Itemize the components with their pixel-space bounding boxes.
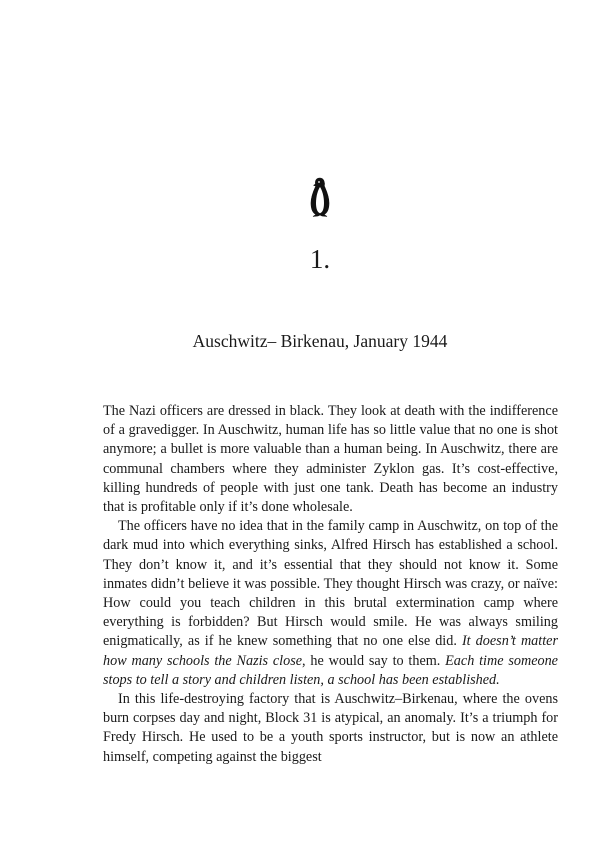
penguin-icon [306, 176, 334, 218]
chapter-body [103, 402, 558, 767]
paragraph-2-text-a: The officers have no idea that in the family camp in Auschwitz, on top of the dark mud into which everything sinks, Alfred Hirsch has established a school. They don’t know it, and it’s essential that they should not know it. Some inmates didn’t believe it was possible. They thought Hirsch was crazy, or naïve: How could you teach children in this brutal extermination camp where everything is forbidden? But Hirsch would smile. He was always smiling enigmatically, as if he knew something that no one else did. [103, 518, 558, 650]
paragraph-2-text-b: , he would say to them. [302, 652, 446, 669]
paragraph-2-italic-1: It doesn’t matter how many schools the Nazis close [103, 633, 558, 669]
paragraph-2 [103, 517, 558, 690]
chapter-number: 1. [309, 244, 331, 274]
paragraph-1: The Nazi officers are dressed in black. They look at death with the indifference of a gravedigger. In Auschwitz, human life has so little value that no one is shot anymore; a bullet is more valuable than a human being. In Auschwitz, there are communal chambers where they administer Zyklon gas. It’s cost-effective, killing hundreds of people with just one tank. Death has become an industry that is profitable only if it’s done wholesale. [103, 403, 558, 516]
paragraph-2-italic-2: Each time someone stops to tell a story and children listen, a school has been established. [103, 652, 558, 688]
chapter-title: Auschwitz– Birkenau, January 1944 [192, 331, 448, 351]
paragraph-3: In this life-destroying factory that is Auschwitz–Birkenau, where the ovens burn corpses day and night, Block 31 is atypical, an anomaly. It’s a triumph for Fredy Hirsch. He used to be a youth sports instructor, but is now an athlete himself, competing against the biggest [103, 691, 558, 765]
